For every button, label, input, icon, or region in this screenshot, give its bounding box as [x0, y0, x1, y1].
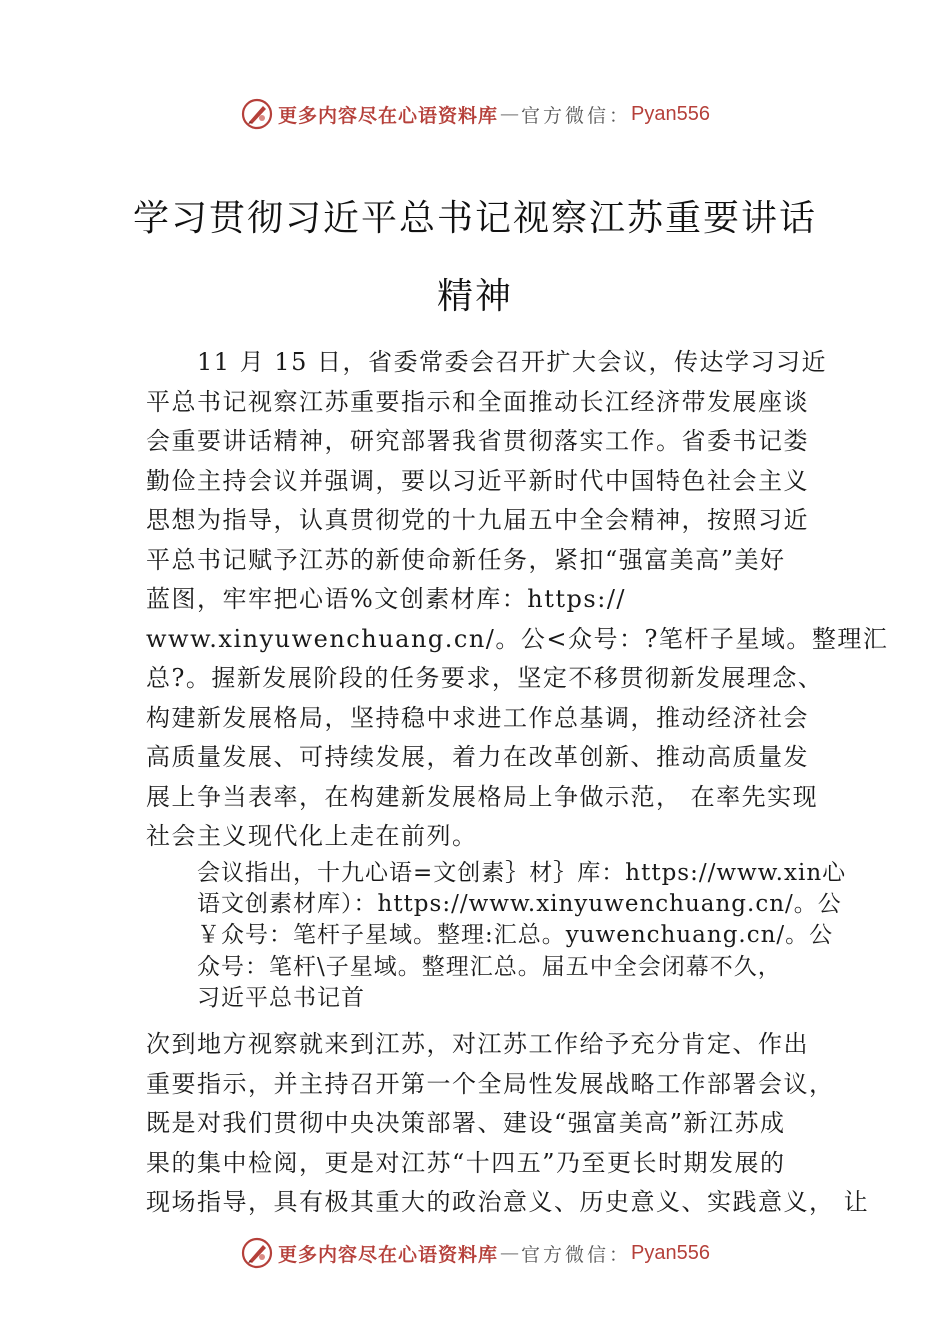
- brush-logo-icon: [240, 1236, 274, 1270]
- text-line: 众号：笔杆\子星域。整理汇总。届五中全会闭幕不久，: [197, 953, 782, 980]
- text-line: 会议指出，十九心语=文创素｝材｝库：https://www.xin心: [197, 860, 847, 886]
- banner-separator: —: [500, 103, 520, 125]
- text-line: 构建新发展格局，坚持稳中求进工作总基调，推动经济社会: [146, 703, 809, 732]
- text-line: 勤俭主持会议并强调，要以习近平新时代中国特色社会主义: [146, 466, 809, 495]
- text-line: www.xinyuwenchuang.cn/。公<众号：?笔杆子星域。整理汇: [146, 624, 889, 653]
- text-line: 平总书记赋予江苏的新使命新任务，紧扣“强富美高”美好: [146, 545, 786, 574]
- banner-brand: 更多内容尽在心语资料库: [278, 104, 499, 127]
- title-line: 学习贯彻习近平总书记视察江苏重要讲话: [132, 198, 817, 239]
- text-line: 11 月 15 日，省委常委会召开扩大会议，传达学习习近: [146, 348, 827, 376]
- document-title: [0, 180, 950, 336]
- text-line: 果的集中检阅，更是对江苏“十四五”乃至更长时期发展的: [146, 1148, 786, 1177]
- paragraph-1: [146, 343, 888, 857]
- banner-wechat-label: 官方微信：: [521, 104, 632, 127]
- text-line: 思想为指导，认真贯彻党的十九届五中全会精神，按照习近: [146, 506, 809, 534]
- text-line: 总?。握新发展阶段的任务要求，坚定不移贯彻新发展理念、: [146, 664, 824, 692]
- banner-brand: 更多内容尽在心语资料库: [278, 1243, 499, 1266]
- banner-wechat-label: 官方微信：: [521, 1243, 632, 1266]
- text-line: 习近平总书记首: [197, 984, 365, 1011]
- text-line: ￥众号：笔杆子星域。整理:汇总。yuwenchuang.cn/。公: [197, 922, 834, 949]
- paragraph-2: [197, 858, 846, 1014]
- text-line: 蓝图，牢牢把心语%文创素材库：https://: [146, 585, 626, 613]
- text-line: 重要指示，并主持召开第一个全局性发展战略工作部署会议，: [146, 1069, 835, 1098]
- paragraph-3: [146, 1025, 869, 1223]
- text-line: 社会主义现代化上走在前列。: [146, 822, 478, 850]
- text-line: 语文创素材库）：https://www.xinyuwenchuang.cn/。公: [197, 891, 842, 918]
- brush-logo-icon: [240, 97, 274, 131]
- banner-account: Pyan556: [631, 102, 710, 125]
- text-line: 会重要讲话精神，研究部署我省贯彻落实工作。省委书记娄: [146, 427, 809, 455]
- banner-account: Pyan556: [631, 1241, 710, 1264]
- header-banner: [0, 94, 950, 134]
- banner-separator: —: [500, 1242, 520, 1264]
- text-line: 现场指导，具有极其重大的政治意义、历史意义、实践意义， 让: [146, 1188, 870, 1216]
- title-line: 精神: [436, 276, 513, 317]
- text-line: 高质量发展、可持续发展，着力在改革创新、推动高质量发: [146, 743, 809, 771]
- footer-banner: [0, 1233, 950, 1273]
- text-line: 平总书记视察江苏重要指示和全面推动长江经济带发展座谈: [146, 387, 809, 416]
- text-line: 展上争当表率，在构建新发展格局上争做示范， 在率先实现: [146, 782, 819, 811]
- text-line: 既是对我们贯彻中央决策部署、建设“强富美高”新江苏成: [146, 1109, 786, 1137]
- text-line: 次到地方视察就来到江苏，对江苏工作给予充分肯定、作出: [146, 1030, 809, 1058]
